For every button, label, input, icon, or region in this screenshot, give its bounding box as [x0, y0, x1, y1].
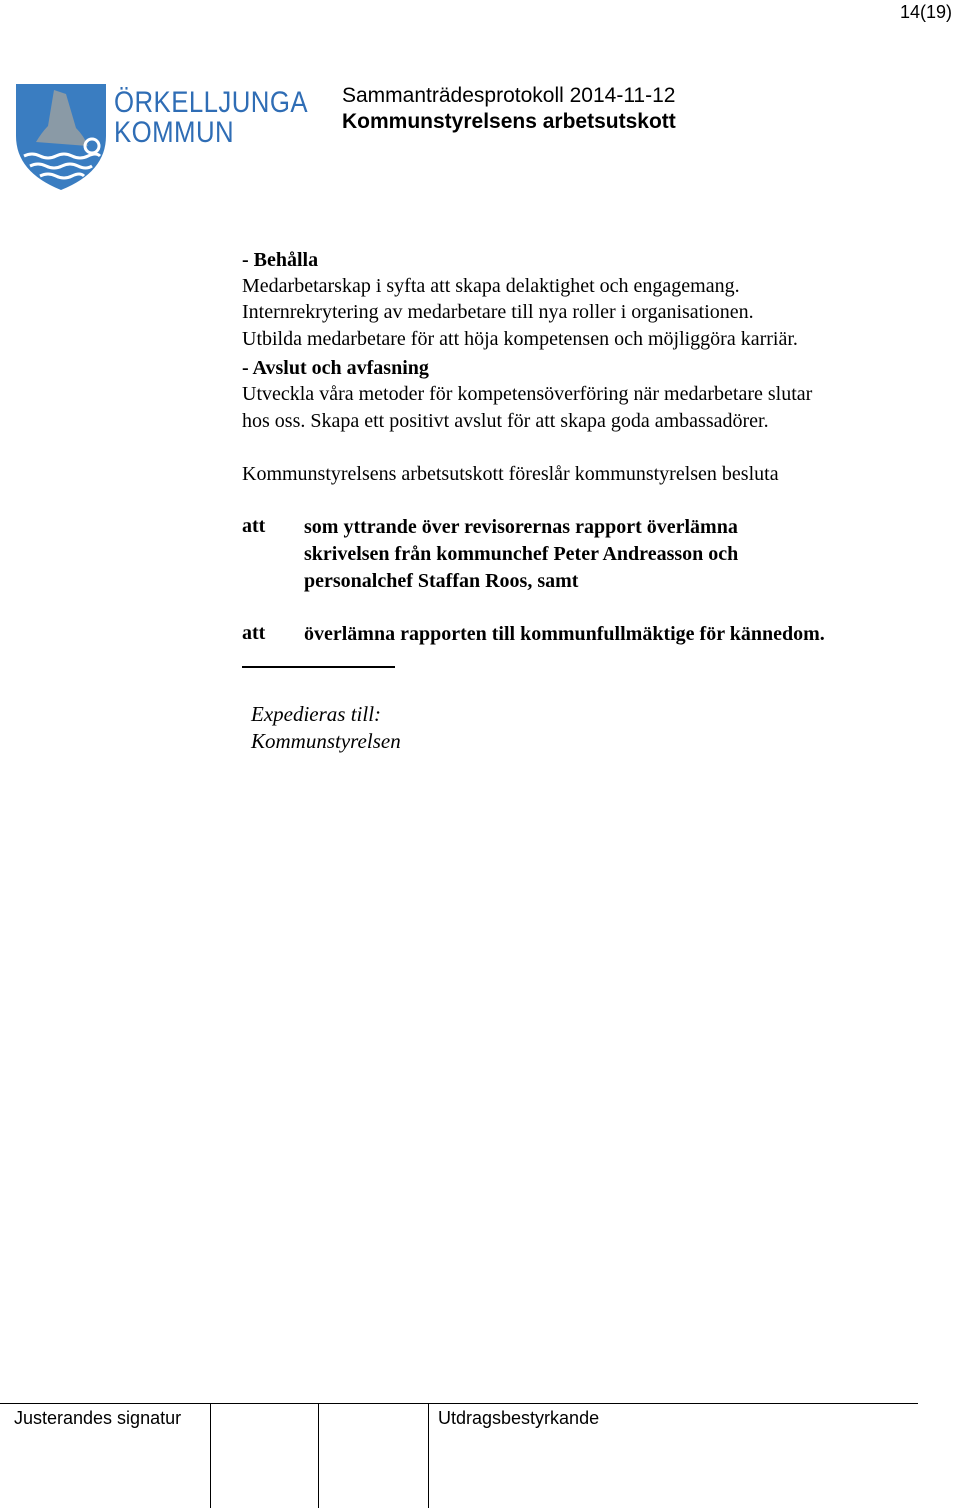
- expedieras-recipient: Kommunstyrelsen: [251, 729, 401, 753]
- footer-column-divider: [318, 1404, 319, 1508]
- footer-column-divider: [428, 1404, 429, 1508]
- decision-line: som yttrande över revisorernas rapport överlämna: [304, 516, 738, 538]
- heading-behalla: - Behålla: [242, 249, 319, 271]
- decision-prefix: att: [242, 515, 266, 537]
- municipality-logo: [16, 84, 106, 190]
- committee-name: Kommunstyrelsens arbetsutskott: [342, 110, 676, 133]
- body-line: Medarbetarskap i syfta att skapa delaktighet och engagemang.: [242, 275, 740, 297]
- logo-text-kommun: KOMMUN: [114, 116, 235, 149]
- heading-avslut: - Avslut och avfasning: [242, 357, 429, 379]
- signature-label: Justerandes signatur: [14, 1408, 182, 1428]
- protocol-title: Sammanträdesprotokoll 2014-11-12: [342, 84, 676, 107]
- decision-prefix: att: [242, 622, 266, 644]
- body-line: Internrekrytering av medarbetare till nya roller i organisationen.: [242, 301, 754, 323]
- footer-rule: [0, 1403, 918, 1404]
- decision-line: personalchef Staffan Roos, samt: [304, 570, 579, 592]
- logo-text-name: ÖRKELLJUNGA: [114, 86, 308, 119]
- body-line: Utbilda medarbetare för att höja kompetensen och möjliggöra karriär.: [242, 328, 798, 350]
- proposal-intro: Kommunstyrelsens arbetsutskott föreslår kommunstyrelsen besluta: [242, 463, 779, 485]
- footer-column-divider: [210, 1404, 211, 1508]
- expedieras-label: Expedieras till:: [251, 702, 382, 726]
- page-number: 14(19): [899, 2, 952, 22]
- certify-label: Utdragsbestyrkande: [438, 1408, 600, 1428]
- section-divider: [242, 666, 395, 668]
- decision-line: skrivelsen från kommunchef Peter Andreasson och: [304, 543, 739, 565]
- body-line: hos oss. Skapa ett positivt avslut för att skapa goda ambassadörer.: [242, 410, 769, 432]
- body-line: Utveckla våra metoder för kompetensöverföring när medarbetare slutar: [242, 383, 813, 405]
- decision-line: överlämna rapporten till kommunfullmäktige för kännedom.: [304, 623, 825, 645]
